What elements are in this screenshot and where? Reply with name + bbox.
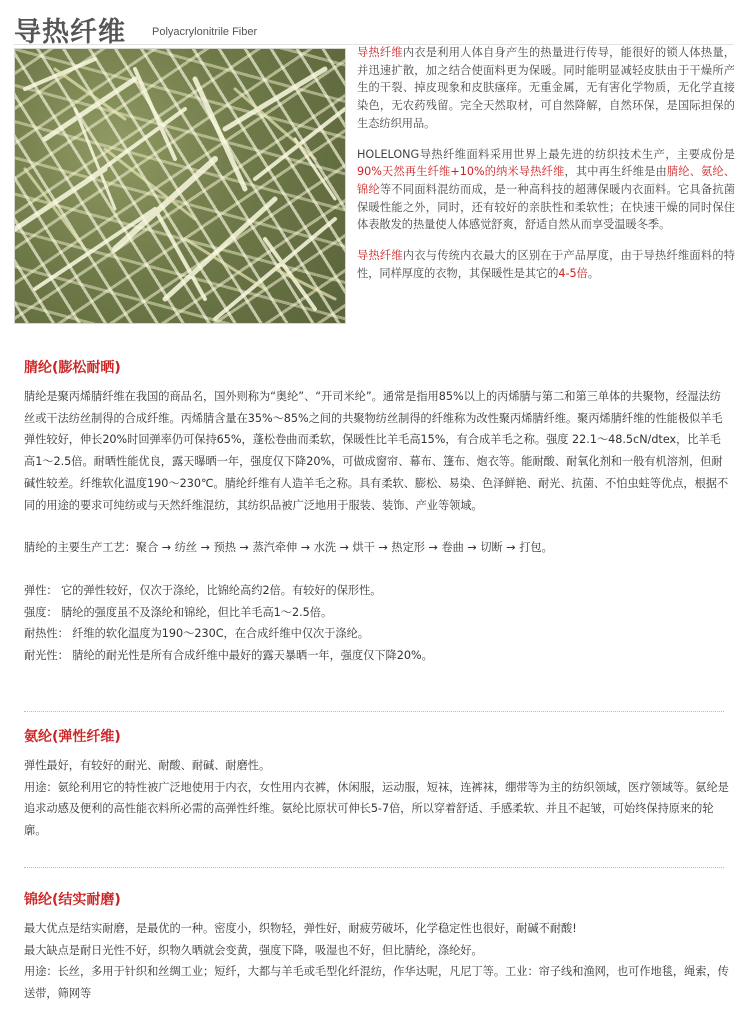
fiber-texture — [15, 49, 345, 323]
section-title: 锦纶(结实耐磨) — [24, 892, 121, 908]
intro-p3-b: 。 — [587, 266, 600, 280]
highlight-text: 导热纤维 — [357, 46, 403, 59]
section-divider — [24, 711, 724, 712]
section-body — [24, 386, 730, 667]
intro-paragraph-3 — [357, 247, 735, 282]
section-acrylic — [24, 358, 730, 667]
intro-p2-a: HOLELONG导热纤维面料采用世界上最先进的纺织技术生产，主要成份是 — [357, 147, 735, 161]
section-body — [24, 755, 730, 842]
intro-p2-b: ，其中再生纤维是由 — [564, 165, 667, 179]
paragraph: 腈纶是聚丙烯腈纤维在我国的商品名，国外则称为“奥纶”、“开司米纶”。通常是指用85%以上的丙烯腈与第二和第三单体的共聚物，经湿法纺丝或干法纺丝制得的合成纤维。丙烯腈含量在35%～85%之间的共聚物纺丝制得的纤维称为改性聚丙烯腈纤维。聚丙烯腈纤维的性能极似羊毛弹性较好，伸长20%时回弹率仍可保持65%，蓬松卷曲而柔软，保暖性比羊毛高15%，有合成羊毛之称。强度 22.1～48.5cN/dtex，比羊毛高1～2.5倍。耐晒性能优良，露天曝晒一年，强度仅下降20%，可做成窗帘、幕布、篷布、炮衣等。能耐酸、耐氧化剂和一般有机溶剂，但耐碱性较差。纤维软化温度190～230℃。腈纶纤维有人造羊毛之称。具有柔软、膨松、易染、色泽鲜艳、耐光、抗菌、不怕虫蛀等优点，根据不同的用途的要求可纯纺或与天然纤维混纺，其纺织品被广泛地用于服装、装饰、产业等领域。 — [24, 390, 729, 512]
property-line: 耐热性： 纤维的软化温度为190～230C，在合成纤维中仅次于涤纶。 — [24, 627, 369, 641]
intro-p3-a: 内衣与传统内衣最大的区别在于产品厚度，由于导热纤维面料的特性，同样厚度的衣物，其保暖性是其它的 — [357, 249, 735, 280]
paragraph: 用途：长丝，多用于针织和丝绸工业；短纤，大都与羊毛或毛型化纤混纺，作华达呢，凡尼丁等。工业：帘子线和渔网，也可作地毯，绳索，传送带，筛网等 — [24, 965, 729, 1001]
page-header — [14, 10, 734, 48]
highlight-text: 导热纤维 — [357, 249, 403, 263]
intro-text — [357, 44, 735, 295]
process-line: 腈纶的主要生产工艺：聚合 → 纺丝 → 预热 → 蒸汽牵伸 → 水洗 → 烘干 → 热定形 → 卷曲 → 切断 → 打包。 — [24, 541, 553, 555]
property-line: 耐光性： 腈纶的耐光性是所有合成纤维中最好的露天暴晒一年，强度仅下降20%。 — [24, 649, 433, 663]
fiber-photo — [14, 48, 346, 324]
intro-paragraph-1 — [357, 44, 735, 133]
intro-paragraph-2 — [357, 146, 735, 235]
paragraph: 用途：氨纶利用它的特性被广泛地使用于内衣，女性用内衣裤，休闲服，运动服，短袜，连裤袜，绷带等为主的纺织领域，医疗领域等。氨纶是追求动感及便利的高性能衣料所必需的高弹性纤维。氨纶比原状可伸长5-7倍，所以穿着舒适、手感柔软、并且不起皱，可始终保持原来的轮廓。 — [24, 780, 729, 838]
paragraph: 弹性最好，有较好的耐光、耐酸、耐碱、耐磨性。 — [24, 759, 271, 772]
highlight-text: 4-5倍 — [558, 266, 588, 280]
intro-p1-body: 内衣是利用人体自身产生的热量进行传导，能很好的锁人体热量，并迅速扩散，加之结合使面料更为保暖。同时能明显减轻皮肤由于干燥所产生的干裂、掉皮现象和皮肤瘙痒。无重金属，无有害化学物质，无化学直接染色，无农药残留。完全天然取材，可自然降解，自然环保，是国际担保的生态纺织用品。 — [357, 46, 735, 130]
intro-p2-c: 等不同面料混纺而成，是一种高科技的超薄保暖内衣面料。它具备抗菌保暖性能之外，同时，还有较好的亲肤性和柔软性；在快速干燥的同时保住体表散发的热量使人体感觉舒爽，舒适自然从而享受温暖冬季。 — [357, 182, 735, 232]
page-subtitle: Polyacrylonitrile Fiber — [152, 26, 258, 38]
section-title: 腈纶(膨松耐晒) — [24, 360, 121, 376]
section-nylon — [24, 890, 730, 1005]
property-line: 强度： 腈纶的强度虽不及涤纶和锦纶，但比羊毛高1～2.5倍。 — [24, 605, 333, 619]
section-spandex — [24, 727, 730, 842]
property-line: 弹性： 它的弹性较好，仅次于涤纶，比锦纶高约2倍。有较好的保形性。 — [24, 583, 382, 597]
highlight-text: 腈纶、氨纶、锦纶 — [357, 165, 735, 196]
section-divider — [24, 867, 724, 868]
paragraph: 最大缺点是耐日光性不好，织物久晒就会变黄，强度下降，吸湿也不好，但比腈纶，涤纶好。 — [24, 943, 483, 957]
section-body — [24, 918, 730, 1005]
highlight-text: 90%天然再生纤维+10%的纳米导热纤维 — [357, 165, 565, 179]
paragraph: 最大优点是结实耐磨，是最优的一种。密度小，织物轻，弹性好，耐疲劳破坏，化学稳定性也很好，耐碱不耐酸! — [24, 922, 577, 935]
section-title: 氨纶(弹性纤维) — [24, 729, 121, 745]
page-title: 导热纤维 — [14, 17, 126, 48]
